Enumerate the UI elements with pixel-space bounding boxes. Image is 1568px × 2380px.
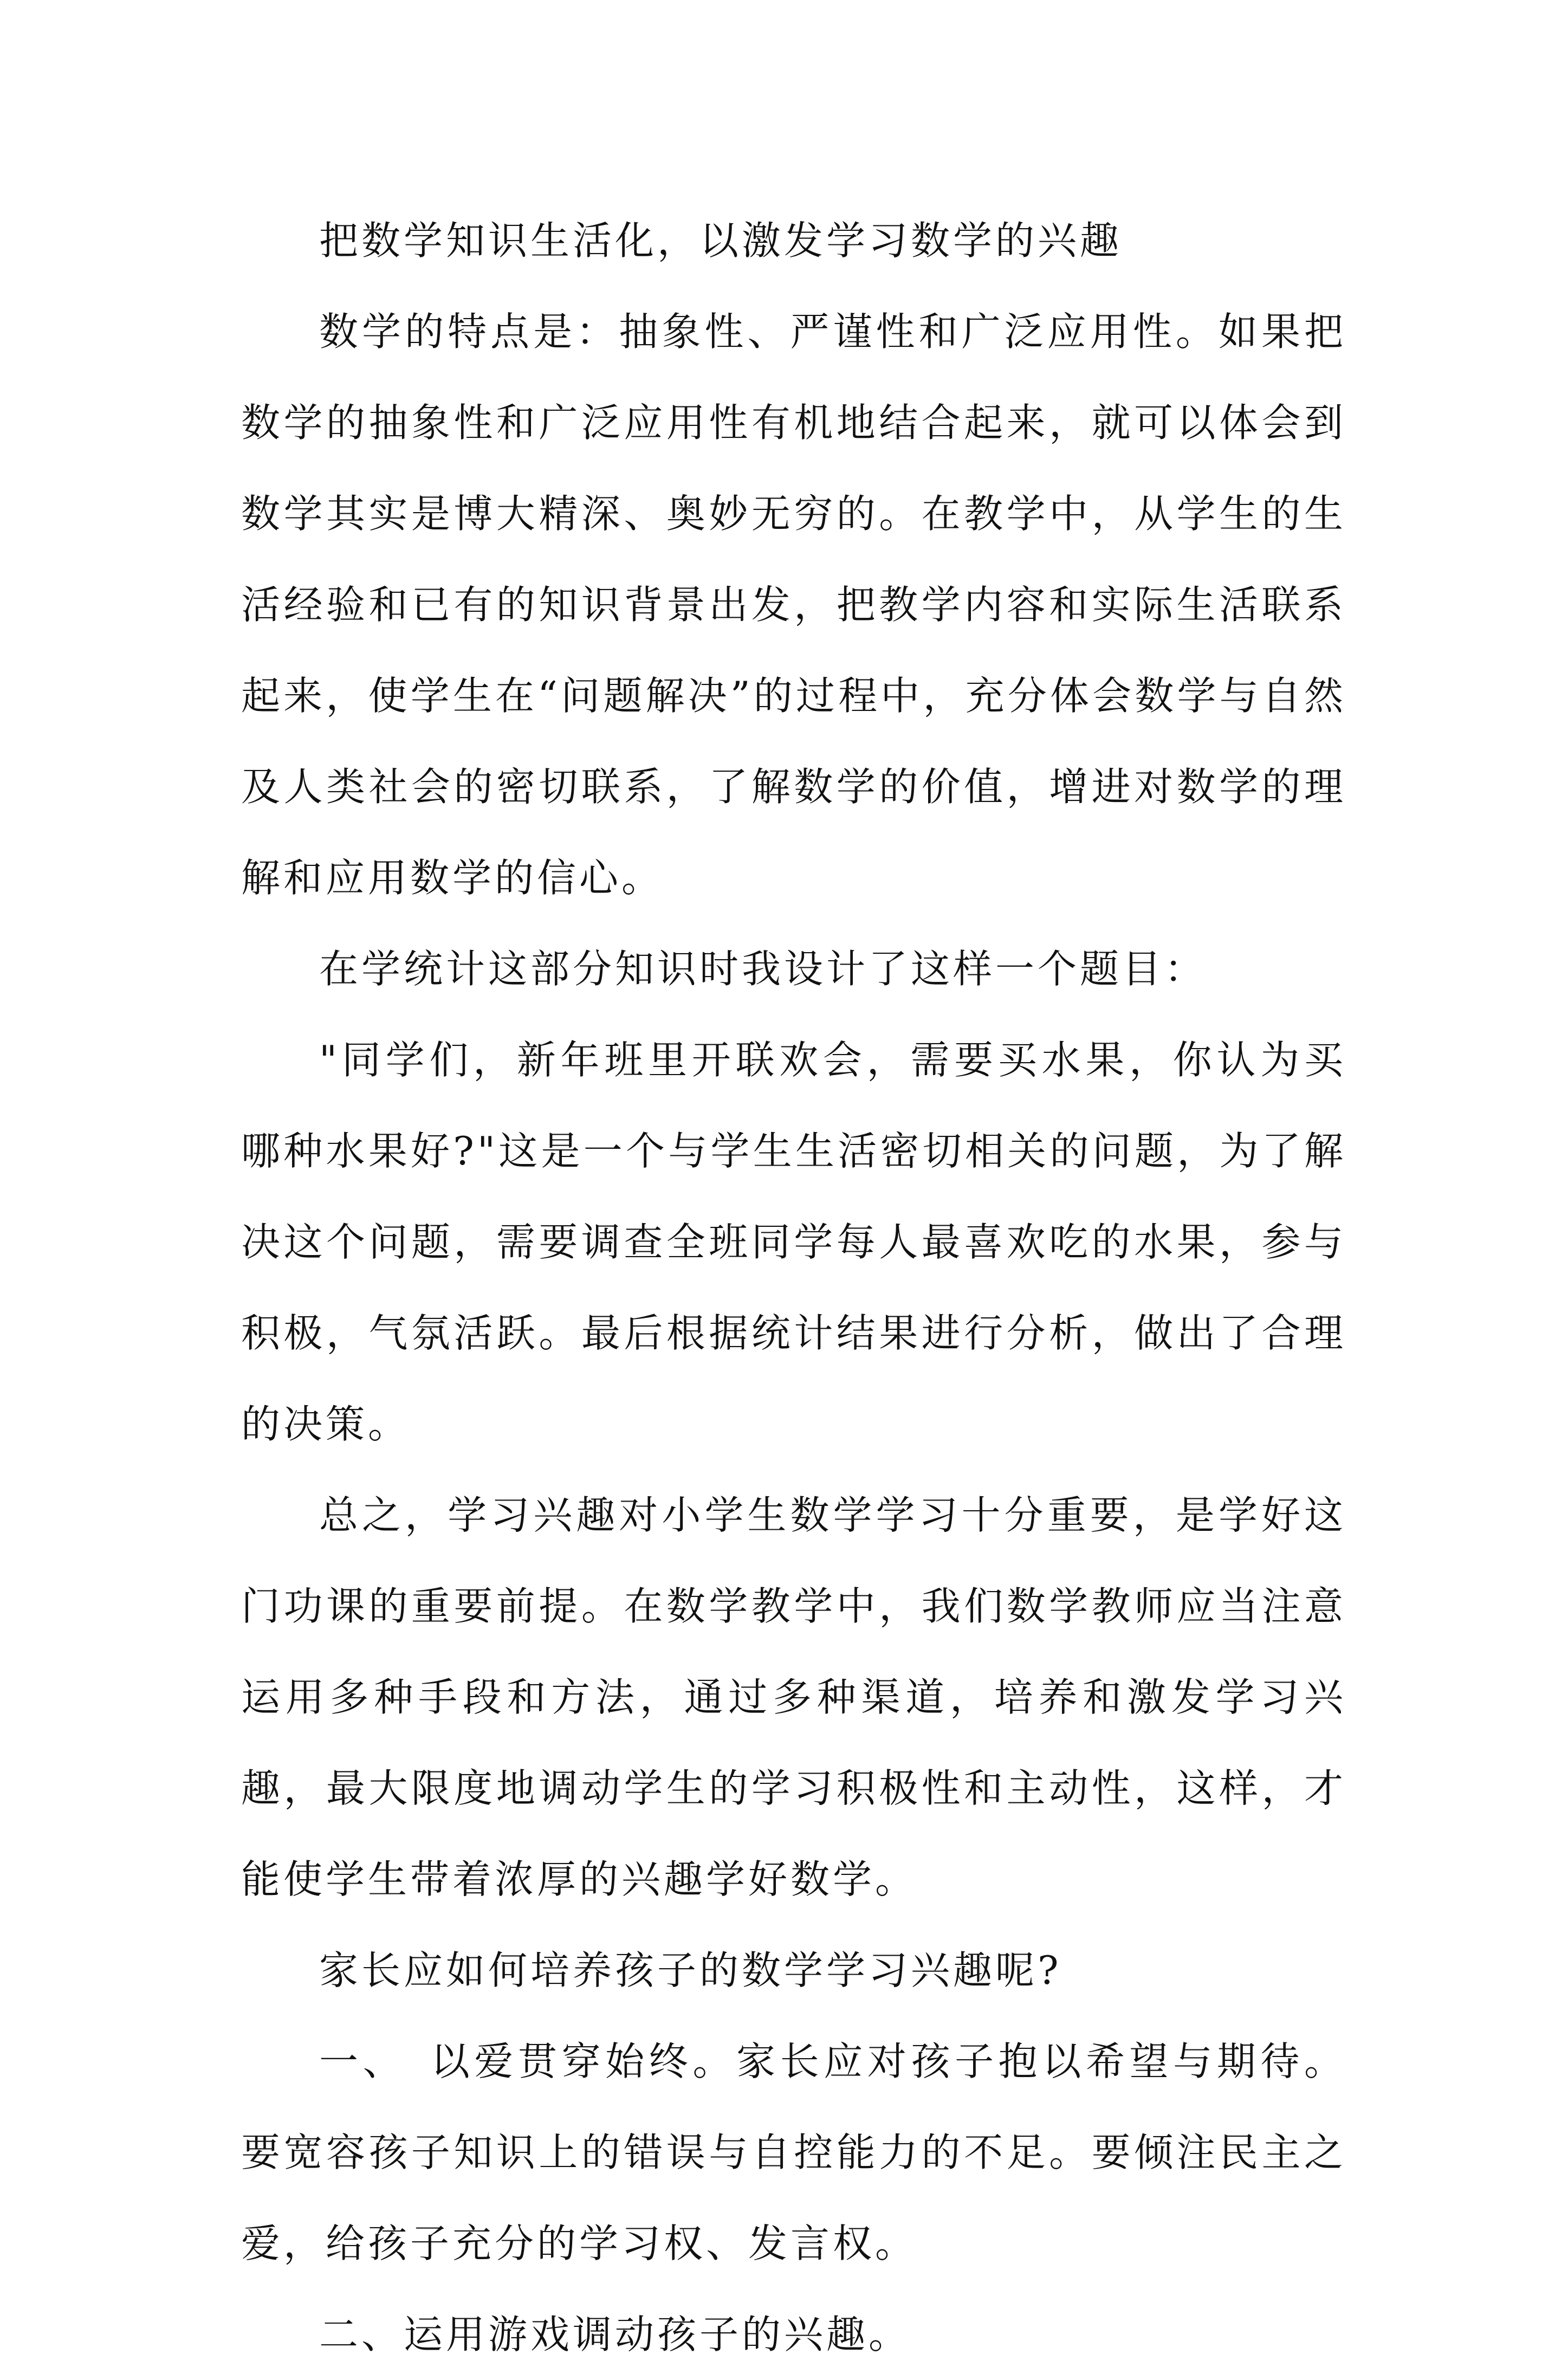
paragraph-math-characteristics: 数学的特点是：抽象性、严谨性和广泛应用性。如果把数学的抽象性和广泛应用性有机地结合起来，就可以体会到数学其实是博大精深、奥妙无穷的。在教学中，从学生的生活经验和已有的知识背景出发，把教学内容和实际生活联系起来，使学生在“问题解决”的过程中，充分体会数学与自然及人类社会的密切联系，了解数学的价值，增进对数学的理解和应用数学的信心。 xyxy=(241,309,1346,901)
paragraph-point-two: 二、运用游戏调动孩子的兴趣。 xyxy=(319,2312,911,2357)
paragraph-statistics-intro: 在学统计这部分知识时我设计了这样一个题目： xyxy=(319,946,1207,992)
document-body xyxy=(241,195,1346,2380)
paragraph-summary: 总之，学习兴趣对小学生数学学习十分重要，是学好这门功课的重要前提。在数学教学中，我们数学教师应当注意运用多种手段和方法，通过多种渠道，培养和激发学习兴趣，最大限度地调动学生的学习积极性和主动性，这样，才能使学生带着浓厚的兴趣学好数学。 xyxy=(241,1492,1346,1902)
paragraph-parents-question: 家长应如何培养孩子的数学学习兴趣呢? xyxy=(319,1948,1062,1993)
paragraph-point-one: 一、 以爱贯穿始终。家长应对孩子抱以希望与期待。要宽容孩子知识上的错误与自控能力的不足。要倾注民主之爱，给孩子充分的学习权、发言权。 xyxy=(241,2039,1346,2266)
paragraph-fruit-question: "同学们，新年班里开联欢会，需要买水果，你认为买哪种水果好?"这是一个与学生生活密切相关的问题，为了解决这个问题，需要调查全班同学每人最喜欢吃的水果，参与积极，气氛活跃。最后根据统计结果进行分析，做出了合理的决策。 xyxy=(241,1037,1346,1447)
document-title: 把数学知识生活化，以激发学习数学的兴趣 xyxy=(319,218,1123,263)
